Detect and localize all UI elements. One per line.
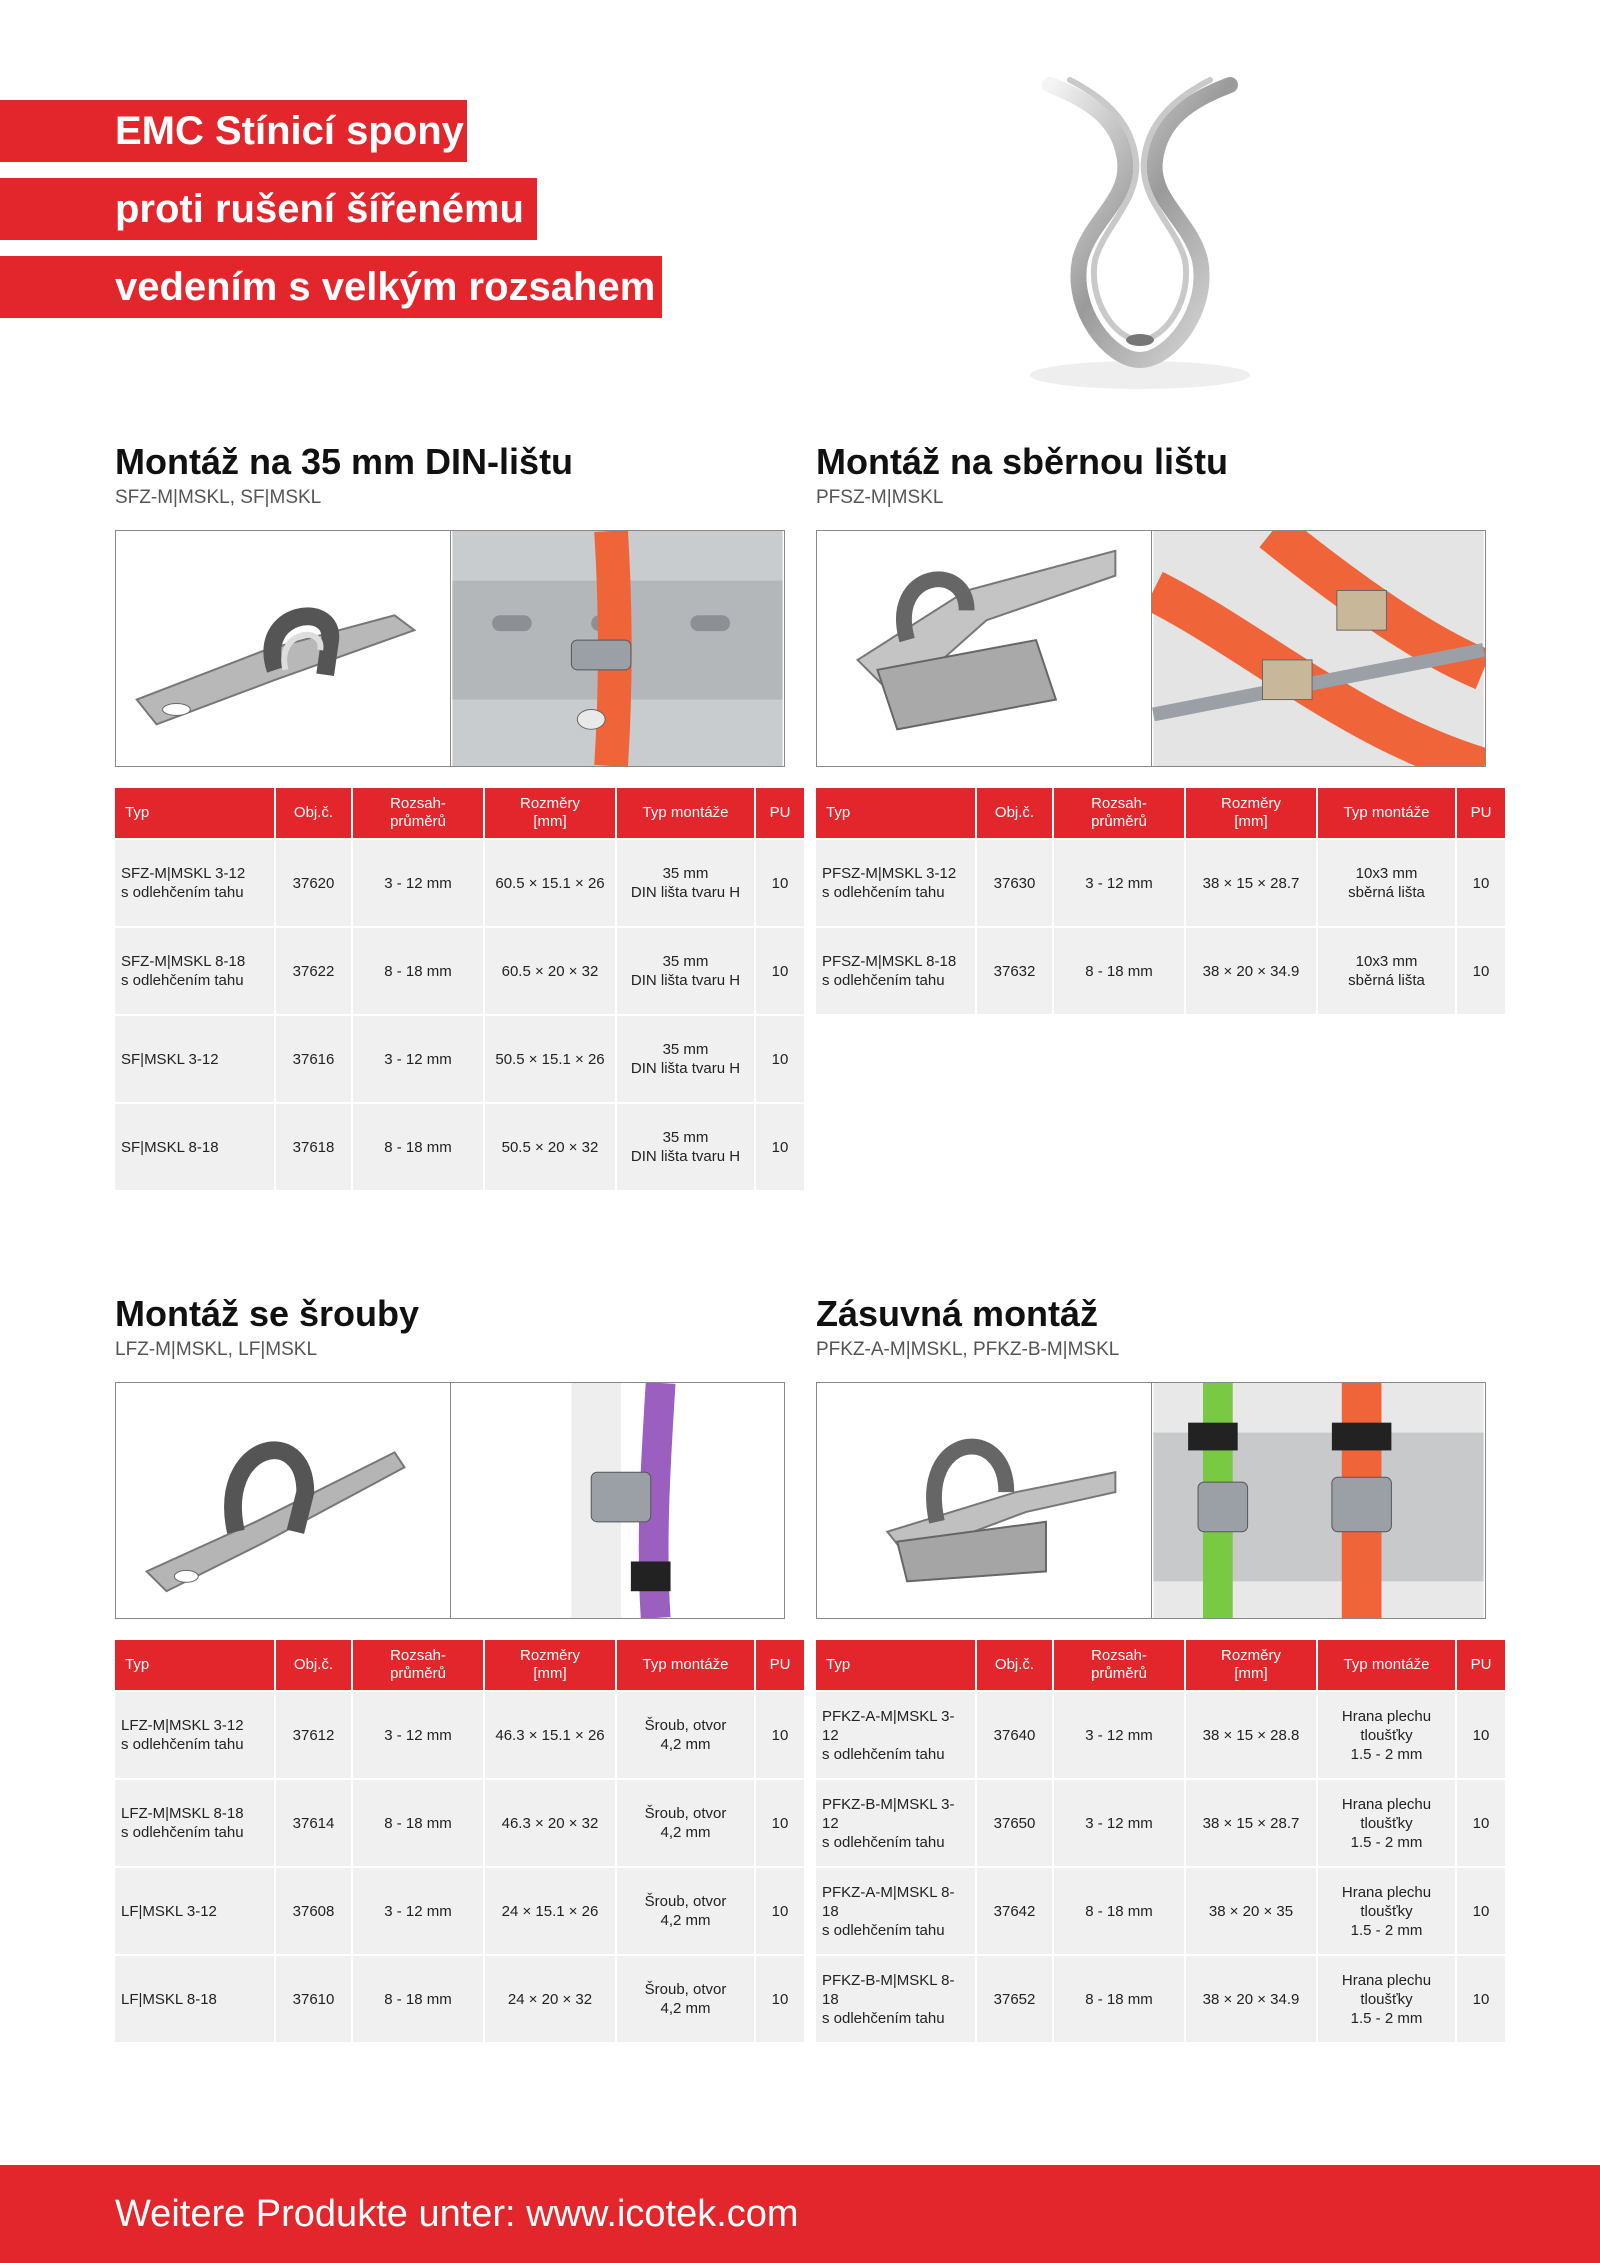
cell-pu: 10 (1457, 928, 1505, 1014)
cell-obj: 37616 (276, 1016, 351, 1102)
product-application-photo (1152, 531, 1485, 766)
cell-obj: 37618 (276, 1104, 351, 1190)
footer-link-text[interactable]: Weitere Produkte unter: www.icotek.com (115, 2193, 799, 2235)
product-photo (116, 1383, 451, 1618)
cell-typ: SFZ-M|MSKL 3-12 s odlehčením tahu (115, 840, 274, 926)
table-row (816, 1780, 1505, 1866)
cell-mount: Šroub, otvor 4,2 mm (617, 1692, 754, 1778)
header-typ: Typ (115, 1640, 274, 1690)
table-header-row (816, 1640, 1505, 1690)
cell-typ: LFZ-M|MSKL 3-12 s odlehčením tahu (115, 1692, 274, 1778)
cell-range: 3 - 12 mm (353, 1016, 483, 1102)
cell-typ: LFZ-M|MSKL 8-18 s odlehčením tahu (115, 1780, 274, 1866)
table-header-row (115, 1640, 804, 1690)
table-header-row (115, 788, 804, 838)
cell-pu: 10 (1457, 1780, 1505, 1866)
table-row (816, 928, 1505, 1014)
cell-dim: 38 × 15 × 28.8 (1186, 1692, 1316, 1778)
header-obj: Obj.č. (276, 788, 351, 838)
cell-typ: LF|MSKL 8-18 (115, 1956, 274, 2042)
header-dim: Rozměry [mm] (485, 788, 615, 838)
cell-typ: SF|MSKL 8-18 (115, 1104, 274, 1190)
spec-table (113, 786, 806, 1192)
cell-obj: 37610 (276, 1956, 351, 2042)
table-row (115, 1104, 804, 1190)
cell-obj: 37640 (977, 1692, 1052, 1778)
header-mount: Typ montáže (1318, 1640, 1455, 1690)
cell-range: 8 - 18 mm (1054, 1956, 1184, 2042)
cell-mount: 10x3 mm sběrná lišta (1318, 840, 1455, 926)
product-photos (115, 530, 785, 767)
cell-mount: 35 mm DIN lišta tvaru H (617, 1016, 754, 1102)
cell-pu: 10 (1457, 1956, 1505, 2042)
header-obj: Obj.č. (977, 1640, 1052, 1690)
cell-typ: PFKZ-A-M|MSKL 3-12 s odlehčením tahu (816, 1692, 975, 1778)
cell-range: 3 - 12 mm (1054, 1692, 1184, 1778)
cell-mount: 35 mm DIN lišta tvaru H (617, 928, 754, 1014)
cell-mount: Šroub, otvor 4,2 mm (617, 1956, 754, 2042)
cell-mount: Hrana plechu tloušťky 1.5 - 2 mm (1318, 1780, 1455, 1866)
product-photos (816, 1382, 1486, 1619)
header-pu: PU (756, 1640, 804, 1690)
section-plug-in-mount (816, 1292, 1492, 2052)
table-row (115, 1868, 804, 1954)
cell-dim: 60.5 × 15.1 × 26 (485, 840, 615, 926)
cell-pu: 10 (756, 840, 804, 926)
cell-mount: Šroub, otvor 4,2 mm (617, 1780, 754, 1866)
cell-range: 8 - 18 mm (353, 1956, 483, 2042)
cell-range: 3 - 12 mm (353, 840, 483, 926)
header-range: Rozsah- průměrů (353, 1640, 483, 1690)
section-din-rail (115, 440, 791, 1200)
cell-dim: 24 × 15.1 × 26 (485, 1868, 615, 1954)
cell-typ: PFKZ-A-M|MSKL 8-18 s odlehčením tahu (816, 1868, 975, 1954)
spec-table (814, 1638, 1507, 2044)
header-range: Rozsah- průměrů (1054, 788, 1184, 838)
cell-pu: 10 (756, 928, 804, 1014)
cell-obj: 37614 (276, 1780, 351, 1866)
header-typ: Typ (816, 1640, 975, 1690)
header-typ: Typ (115, 788, 274, 838)
header-obj: Obj.č. (276, 1640, 351, 1690)
header-dim: Rozměry [mm] (1186, 788, 1316, 838)
product-photos (115, 1382, 785, 1619)
cell-range: 3 - 12 mm (353, 1692, 483, 1778)
cell-pu: 10 (756, 1104, 804, 1190)
product-application-photo (451, 1383, 784, 1618)
cell-pu: 10 (756, 1956, 804, 2042)
product-photos (816, 530, 1486, 767)
footer-banner (0, 2165, 1600, 2263)
cell-dim: 38 × 20 × 34.9 (1186, 928, 1316, 1014)
cell-mount: Hrana plechu tloušťky 1.5 - 2 mm (1318, 1692, 1455, 1778)
table-row (115, 1956, 804, 2042)
cell-obj: 37632 (977, 928, 1052, 1014)
product-application-photo (451, 531, 784, 766)
cell-obj: 37650 (977, 1780, 1052, 1866)
cell-typ: LF|MSKL 3-12 (115, 1868, 274, 1954)
table-row (816, 840, 1505, 926)
table-row (115, 1016, 804, 1102)
cell-typ: PFKZ-B-M|MSKL 3-12 s odlehčením tahu (816, 1780, 975, 1866)
cell-range: 8 - 18 mm (353, 928, 483, 1014)
cell-typ: PFKZ-B-M|MSKL 8-18 s odlehčením tahu (816, 1956, 975, 2042)
table-row (115, 928, 804, 1014)
cell-dim: 38 × 20 × 35 (1186, 1868, 1316, 1954)
cell-pu: 10 (1457, 840, 1505, 926)
header-obj: Obj.č. (977, 788, 1052, 838)
section-screw-mount (115, 1292, 791, 2052)
table-row (816, 1868, 1505, 1954)
section-subtitle: PFSZ-M|MSKL (816, 487, 944, 508)
spec-table (814, 786, 1507, 1016)
cell-typ: PFSZ-M|MSKL 3-12 s odlehčením tahu (816, 840, 975, 926)
cell-typ: SF|MSKL 3-12 (115, 1016, 274, 1102)
cell-dim: 38 × 15 × 28.7 (1186, 1780, 1316, 1866)
cell-pu: 10 (756, 1016, 804, 1102)
section-subtitle: PFKZ-A-M|MSKL, PFKZ-B-M|MSKL (816, 1339, 1120, 1360)
section-subtitle: LFZ-M|MSKL, LF|MSKL (115, 1339, 318, 1360)
section-title: Montáž na sběrnou lištu (816, 441, 1229, 482)
cell-range: 8 - 18 mm (1054, 928, 1184, 1014)
cell-mount: 35 mm DIN lišta tvaru H (617, 1104, 754, 1190)
section-title: Zásuvná montáž (816, 1293, 1099, 1334)
cell-range: 3 - 12 mm (353, 1868, 483, 1954)
product-photo (817, 531, 1152, 766)
cell-dim: 60.5 × 20 × 32 (485, 928, 615, 1014)
spec-table (113, 1638, 806, 2044)
cell-obj: 37642 (977, 1868, 1052, 1954)
table-row (816, 1692, 1505, 1778)
hero-clip-image (970, 40, 1310, 420)
cell-dim: 50.5 × 15.1 × 26 (485, 1016, 615, 1102)
cell-obj: 37652 (977, 1956, 1052, 2042)
cell-obj: 37630 (977, 840, 1052, 926)
header-typ: Typ (816, 788, 975, 838)
section-title: Montáž se šrouby (115, 1293, 420, 1334)
product-application-photo (1152, 1383, 1485, 1618)
header-pu: PU (1457, 788, 1505, 838)
table-row (115, 1780, 804, 1866)
header-range: Rozsah- průměrů (1054, 1640, 1184, 1690)
cell-pu: 10 (1457, 1868, 1505, 1954)
header-dim: Rozměry [mm] (485, 1640, 615, 1690)
cell-dim: 46.3 × 20 × 32 (485, 1780, 615, 1866)
cell-obj: 37620 (276, 840, 351, 926)
section-busbar (816, 440, 1492, 1040)
product-photo (817, 1383, 1152, 1618)
cell-range: 3 - 12 mm (1054, 840, 1184, 926)
header-range: Rozsah- průměrů (353, 788, 483, 838)
cell-dim: 24 × 20 × 32 (485, 1956, 615, 2042)
cell-mount: Hrana plechu tloušťky 1.5 - 2 mm (1318, 1868, 1455, 1954)
cell-pu: 10 (756, 1692, 804, 1778)
cell-range: 8 - 18 mm (1054, 1868, 1184, 1954)
table-header-row (816, 788, 1505, 838)
cell-obj: 37608 (276, 1868, 351, 1954)
cell-mount: Šroub, otvor 4,2 mm (617, 1868, 754, 1954)
cell-typ: SFZ-M|MSKL 8-18 s odlehčením tahu (115, 928, 274, 1014)
table-row (115, 840, 804, 926)
hero-title-line-3: vedením s velkým rozsahem (0, 256, 662, 318)
cell-mount: 10x3 mm sběrná lišta (1318, 928, 1455, 1014)
cell-pu: 10 (756, 1868, 804, 1954)
cell-dim: 38 × 20 × 34.9 (1186, 1956, 1316, 2042)
header-pu: PU (1457, 1640, 1505, 1690)
hero-title-line-1: EMC Stínicí spony (0, 100, 467, 162)
cell-mount: Hrana plechu tloušťky 1.5 - 2 mm (1318, 1956, 1455, 2042)
cell-typ: PFSZ-M|MSKL 8-18 s odlehčením tahu (816, 928, 975, 1014)
header-mount: Typ montáže (1318, 788, 1455, 838)
header-pu: PU (756, 788, 804, 838)
hero-title-line-2: proti rušení šířenému (0, 178, 537, 240)
cell-pu: 10 (1457, 1692, 1505, 1778)
cell-range: 8 - 18 mm (353, 1780, 483, 1866)
cell-obj: 37622 (276, 928, 351, 1014)
cell-dim: 46.3 × 15.1 × 26 (485, 1692, 615, 1778)
product-photo (116, 531, 451, 766)
cell-dim: 38 × 15 × 28.7 (1186, 840, 1316, 926)
header-dim: Rozměry [mm] (1186, 1640, 1316, 1690)
section-subtitle: SFZ-M|MSKL, SF|MSKL (115, 487, 322, 508)
table-row (816, 1956, 1505, 2042)
section-title: Montáž na 35 mm DIN-lištu (115, 441, 574, 482)
header-mount: Typ montáže (617, 1640, 754, 1690)
cell-pu: 10 (756, 1780, 804, 1866)
header-mount: Typ montáže (617, 788, 754, 838)
cell-range: 8 - 18 mm (353, 1104, 483, 1190)
cell-range: 3 - 12 mm (1054, 1780, 1184, 1866)
cell-obj: 37612 (276, 1692, 351, 1778)
cell-mount: 35 mm DIN lišta tvaru H (617, 840, 754, 926)
table-row (115, 1692, 804, 1778)
cell-dim: 50.5 × 20 × 32 (485, 1104, 615, 1190)
